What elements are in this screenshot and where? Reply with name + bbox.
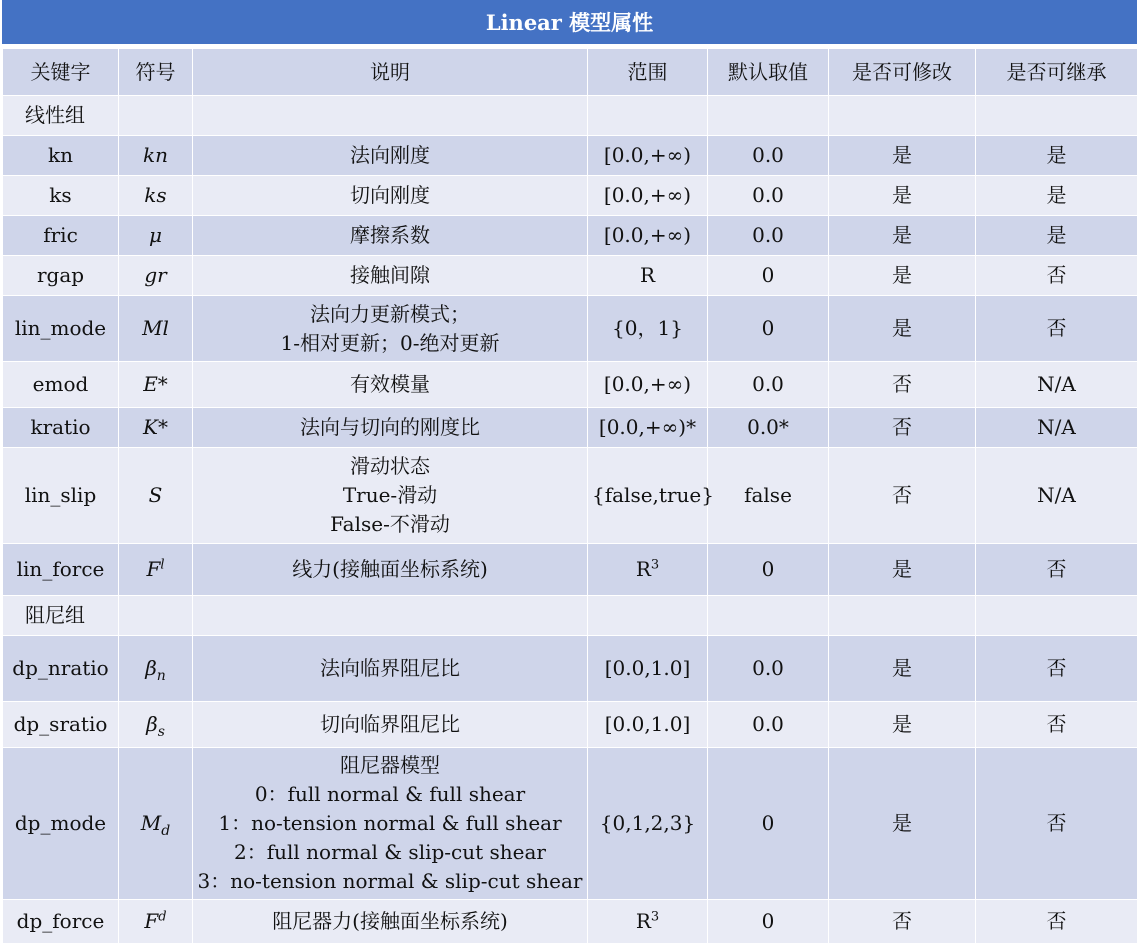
symbol-base: K* bbox=[143, 415, 168, 439]
symbol-superscript: d bbox=[158, 909, 167, 925]
range-cell bbox=[588, 362, 708, 408]
symbol-base: Ml bbox=[142, 316, 169, 340]
range-cell bbox=[588, 544, 708, 596]
default-cell: 0 bbox=[708, 256, 829, 296]
group-empty-cell bbox=[193, 596, 588, 636]
inheritable-cell: 否 bbox=[976, 544, 1138, 596]
keyword-cell: rgap bbox=[3, 256, 119, 296]
description-line: 阻尼器模型 bbox=[340, 753, 440, 777]
header-symbol: 符号 bbox=[119, 49, 193, 96]
keyword-cell: lin_force bbox=[3, 544, 119, 596]
symbol-base: kn bbox=[143, 143, 168, 167]
description-line: 2：full normal & slip-cut shear bbox=[233, 840, 546, 864]
header-keyword: 关键字 bbox=[3, 49, 119, 96]
group-empty-cell bbox=[976, 96, 1138, 136]
range-cell bbox=[588, 176, 708, 216]
default-cell: 0 bbox=[708, 748, 829, 900]
table-row bbox=[3, 362, 1138, 408]
inheritable-cell: N/A bbox=[976, 408, 1138, 448]
group-empty-cell bbox=[976, 596, 1138, 636]
symbol-cell bbox=[119, 408, 193, 448]
range-value: [0.0,+∞) bbox=[603, 372, 692, 396]
description-line: 有效模量 bbox=[350, 372, 430, 396]
header-modifiable: 是否可修改 bbox=[829, 49, 976, 96]
table-row bbox=[3, 448, 1138, 544]
range-cell bbox=[588, 408, 708, 448]
range-value: [0.0,+∞) bbox=[603, 183, 692, 207]
modifiable-cell: 是 bbox=[829, 216, 976, 256]
inheritable-cell: 否 bbox=[976, 296, 1138, 362]
modifiable-cell: 否 bbox=[829, 362, 976, 408]
range-value: R bbox=[635, 909, 651, 933]
group-empty-cell bbox=[588, 96, 708, 136]
symbol-base: β bbox=[145, 656, 157, 680]
range-cell bbox=[588, 702, 708, 748]
description-cell bbox=[193, 748, 588, 900]
description-line: 阻尼器力(接触面坐标系统) bbox=[272, 909, 508, 933]
description-line: 摩擦系数 bbox=[350, 223, 430, 247]
range-cell bbox=[588, 296, 708, 362]
range-cell bbox=[588, 748, 708, 900]
description-line: 法向临界阻尼比 bbox=[320, 656, 460, 680]
description-line: 法向力更新模式； bbox=[310, 301, 470, 326]
header-inheritable: 是否可继承 bbox=[976, 49, 1138, 96]
inheritable-cell: 是 bbox=[976, 136, 1138, 176]
header-default: 默认取值 bbox=[708, 49, 829, 96]
range-value: R bbox=[635, 557, 651, 581]
description-cell bbox=[193, 362, 588, 408]
keyword-cell: ks bbox=[3, 176, 119, 216]
description-line: 线力(接触面坐标系统) bbox=[292, 557, 488, 581]
table-row bbox=[3, 256, 1138, 296]
default-cell: 0.0 bbox=[708, 136, 829, 176]
table-row bbox=[3, 636, 1138, 702]
properties-table bbox=[2, 48, 1138, 944]
symbol-cell bbox=[119, 636, 193, 702]
range-cell bbox=[588, 636, 708, 702]
description-cell bbox=[193, 408, 588, 448]
symbol-subscript: d bbox=[161, 823, 171, 839]
description-cell bbox=[193, 900, 588, 944]
default-cell: 0.0* bbox=[708, 408, 829, 448]
modifiable-cell: 是 bbox=[829, 748, 976, 900]
range-value: {0,1,2,3} bbox=[599, 811, 696, 835]
modifiable-cell: 是 bbox=[829, 702, 976, 748]
group-empty-cell bbox=[119, 596, 193, 636]
symbol-cell bbox=[119, 296, 193, 362]
range-value: {0，1} bbox=[612, 316, 683, 340]
description-cell bbox=[193, 636, 588, 702]
keyword-cell: dp_force bbox=[3, 900, 119, 944]
group-label: 阻尼组 bbox=[3, 596, 119, 636]
modifiable-cell: 否 bbox=[829, 900, 976, 944]
range-cell bbox=[588, 256, 708, 296]
group-empty-cell bbox=[119, 96, 193, 136]
symbol-subscript: s bbox=[157, 724, 165, 740]
range-superscript: 3 bbox=[650, 909, 660, 925]
description-cell bbox=[193, 296, 588, 362]
description-line: 1：no-tension normal & full shear bbox=[218, 811, 562, 835]
range-superscript: 3 bbox=[650, 557, 660, 573]
description-line: 滑动状态 bbox=[350, 454, 430, 478]
header-range: 范围 bbox=[588, 49, 708, 96]
table-row bbox=[3, 748, 1138, 900]
range-cell bbox=[588, 216, 708, 256]
default-cell: 0.0 bbox=[708, 636, 829, 702]
inheritable-cell: 否 bbox=[976, 636, 1138, 702]
description-cell bbox=[193, 544, 588, 596]
default-cell: 0 bbox=[708, 296, 829, 362]
description-cell bbox=[193, 702, 588, 748]
default-cell: 0.0 bbox=[708, 176, 829, 216]
default-cell: 0.0 bbox=[708, 362, 829, 408]
modifiable-cell: 是 bbox=[829, 136, 976, 176]
keyword-cell: emod bbox=[3, 362, 119, 408]
keyword-cell: dp_mode bbox=[3, 748, 119, 900]
range-value: {false,true} bbox=[592, 483, 714, 507]
table-row bbox=[3, 900, 1138, 944]
table-row bbox=[3, 296, 1138, 362]
range-cell bbox=[588, 900, 708, 944]
symbol-cell bbox=[119, 900, 193, 944]
modifiable-cell: 是 bbox=[829, 176, 976, 216]
modifiable-cell: 否 bbox=[829, 408, 976, 448]
inheritable-cell: 是 bbox=[976, 216, 1138, 256]
symbol-base: M bbox=[140, 811, 162, 835]
table-row bbox=[3, 176, 1138, 216]
group-row bbox=[3, 596, 1138, 636]
table-row bbox=[3, 544, 1138, 596]
group-label: 线性组 bbox=[3, 96, 119, 136]
group-empty-cell bbox=[708, 96, 829, 136]
description-line: False-不滑动 bbox=[330, 512, 450, 536]
inheritable-cell: 是 bbox=[976, 176, 1138, 216]
symbol-cell bbox=[119, 256, 193, 296]
keyword-cell: dp_nratio bbox=[3, 636, 119, 702]
symbol-cell bbox=[119, 702, 193, 748]
description-line: 法向刚度 bbox=[350, 143, 430, 167]
symbol-cell bbox=[119, 544, 193, 596]
description-line: 1-相对更新；0-绝对更新 bbox=[280, 330, 500, 355]
inheritable-cell: N/A bbox=[976, 448, 1138, 544]
modifiable-cell: 是 bbox=[829, 544, 976, 596]
symbol-base: S bbox=[148, 483, 163, 507]
symbol-base: ks bbox=[144, 183, 167, 207]
inheritable-cell: 否 bbox=[976, 702, 1138, 748]
default-cell: 0.0 bbox=[708, 702, 829, 748]
group-empty-cell bbox=[829, 596, 976, 636]
description-line: 3：no-tension normal & slip-cut shear bbox=[197, 869, 583, 893]
range-cell bbox=[588, 448, 714, 544]
inheritable-cell: 否 bbox=[976, 748, 1138, 900]
symbol-base: gr bbox=[144, 263, 167, 287]
symbol-cell bbox=[119, 748, 193, 900]
range-value: [0.0,1.0] bbox=[604, 712, 691, 736]
default-cell: 0 bbox=[708, 544, 829, 596]
properties-table-container bbox=[2, 0, 1137, 944]
symbol-base: F bbox=[146, 557, 161, 581]
description-line: 切向刚度 bbox=[350, 183, 430, 207]
range-value: [0.0,1.0] bbox=[604, 656, 691, 680]
symbol-base: β bbox=[146, 712, 158, 736]
default-cell: 0 bbox=[708, 900, 829, 944]
inheritable-cell: 否 bbox=[976, 900, 1138, 944]
description-line: 切向临界阻尼比 bbox=[320, 712, 460, 736]
description-cell bbox=[193, 216, 588, 256]
symbol-base: F bbox=[144, 909, 159, 933]
symbol-cell bbox=[119, 176, 193, 216]
description-cell bbox=[193, 256, 588, 296]
default-cell: 0.0 bbox=[708, 216, 829, 256]
description-line: 0：full normal & full shear bbox=[254, 782, 526, 806]
keyword-cell: fric bbox=[3, 216, 119, 256]
range-cell bbox=[588, 136, 708, 176]
symbol-cell bbox=[119, 362, 193, 408]
keyword-cell: lin_mode bbox=[3, 296, 119, 362]
description-line: 接触间隙 bbox=[350, 263, 430, 287]
group-empty-cell bbox=[588, 596, 708, 636]
keyword-cell: kratio bbox=[3, 408, 119, 448]
header-description: 说明 bbox=[193, 49, 588, 96]
modifiable-cell: 是 bbox=[829, 256, 976, 296]
keyword-cell: kn bbox=[3, 136, 119, 176]
symbol-subscript: n bbox=[156, 668, 166, 684]
description-line: True-滑动 bbox=[342, 483, 438, 507]
header-row bbox=[3, 49, 1138, 96]
table-row bbox=[3, 702, 1138, 748]
range-value: [0.0,+∞) bbox=[603, 223, 692, 247]
keyword-cell: lin_slip bbox=[3, 448, 119, 544]
group-empty-cell bbox=[708, 596, 829, 636]
symbol-cell bbox=[119, 216, 193, 256]
range-value: [0.0,+∞)* bbox=[598, 415, 697, 439]
symbol-cell bbox=[119, 136, 193, 176]
symbol-superscript: l bbox=[160, 557, 165, 573]
description-line: 法向与切向的刚度比 bbox=[300, 415, 480, 439]
modifiable-cell: 否 bbox=[829, 448, 976, 544]
table-row bbox=[3, 216, 1138, 256]
modifiable-cell: 是 bbox=[829, 636, 976, 702]
group-empty-cell bbox=[829, 96, 976, 136]
range-value: R bbox=[639, 263, 656, 287]
group-row bbox=[3, 96, 1138, 136]
description-cell bbox=[193, 176, 588, 216]
table-row bbox=[3, 136, 1138, 176]
group-empty-cell bbox=[193, 96, 588, 136]
symbol-cell bbox=[119, 448, 193, 544]
default-cell: false bbox=[708, 448, 829, 544]
table-row bbox=[3, 408, 1138, 448]
description-cell bbox=[193, 136, 588, 176]
inheritable-cell: N/A bbox=[976, 362, 1138, 408]
modifiable-cell: 是 bbox=[829, 296, 976, 362]
symbol-base: E* bbox=[143, 372, 168, 396]
range-value: [0.0,+∞) bbox=[603, 143, 692, 167]
description-cell bbox=[193, 448, 588, 544]
symbol-base: μ bbox=[149, 223, 162, 247]
inheritable-cell: 否 bbox=[976, 256, 1138, 296]
keyword-cell: dp_sratio bbox=[3, 702, 119, 748]
table-title: Linear 模型属性 bbox=[2, 0, 1137, 48]
